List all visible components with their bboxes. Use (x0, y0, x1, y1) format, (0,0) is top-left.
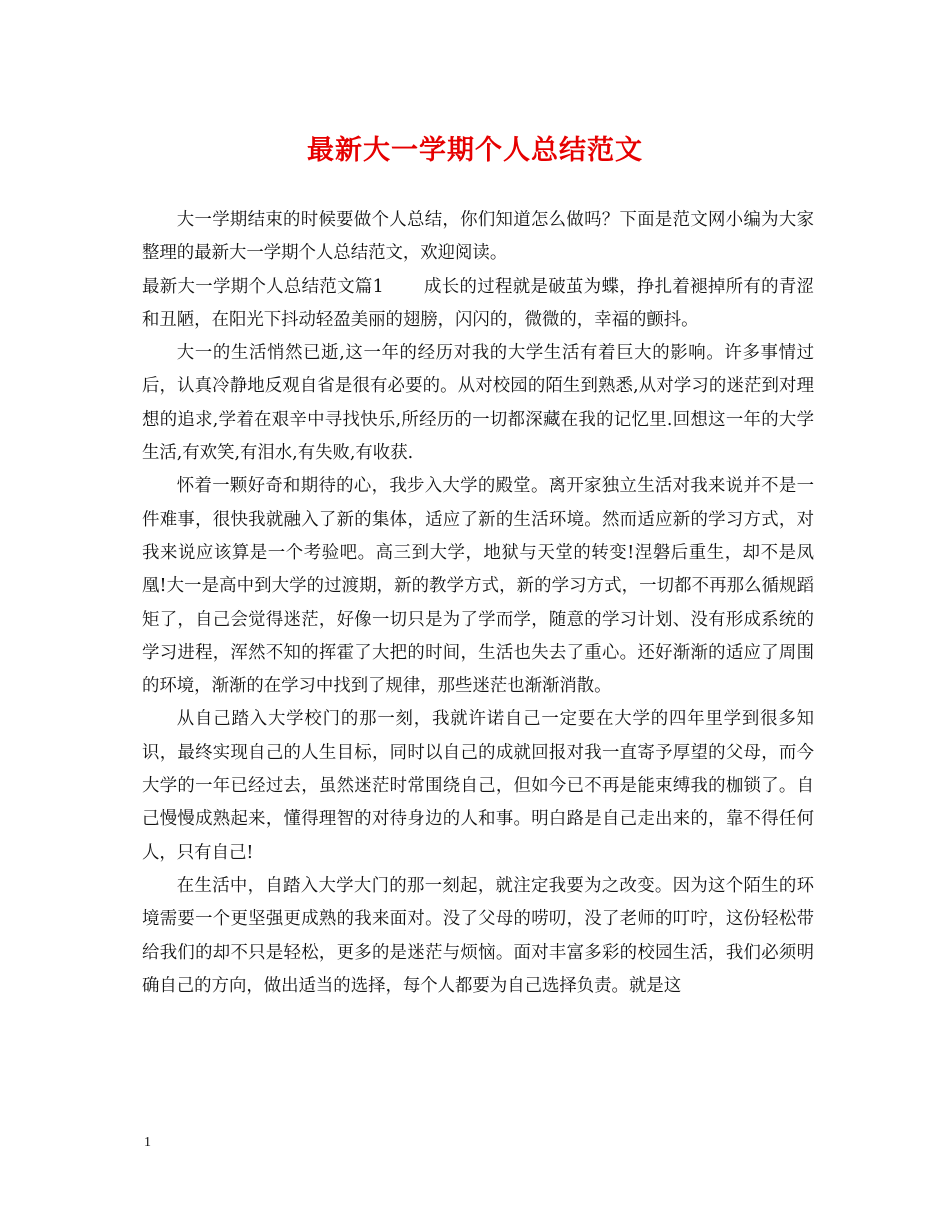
document-title: 最新大一学期个人总结范文 (307, 135, 643, 166)
body-paragraph-4: 在生活中，自踏入大学大门的那一刻起，就注定我要为之改变。因为这个陌生的环境需要一个更坚强更成熟的我来面对。没了父母的唠叨，没了老师的叮咛，这份轻松带给我们的却不只是轻松，更多的是迷茫与烦恼。面对丰富多彩的校园生活，我们必须明确自己的方向，做出适当的选择，每个人都要为自己选择负责。就是这 (142, 875, 814, 996)
body-paragraph-3: 从自己踏入大学校门的那一刻，我就许诺自己一定要在大学的四年里学到很多知识，最终实现自己的人生目标，同时以自己的成就回报对我一直寄予厚望的父母，而今大学的一年已经过去，虽然迷茫时常围绕自己，但如今已不再是能束缚我的枷锁了。自己慢慢成熟起来，懂得理智的对待身边的人和事。明白路是自己走出来的，靠不得任何人，只有自己! (142, 709, 814, 863)
section-lead: 成长的过程就是破茧为蝶，挣扎着褪掉所有的青涩和丑陋，在阳光下抖动轻盈美丽的翅膀，闪闪的，微微的，幸福的颤抖。 (142, 276, 814, 330)
body-paragraph-1: 大一的生活悄然已逝,这一年的经历对我的大学生活有着巨大的影响。许多事情过后，认真冷静地反观自省是很有必要的。从对校园的陌生到熟悉,从对学习的迷茫到对理想的追求,学着在艰辛中寻找快乐,所经历的一切都深藏在我的记忆里.回想这一年的大学生活,有欢笑,有泪水,有失败,有收获. (142, 343, 814, 464)
section-heading: 最新大一学期个人总结范文篇1 (142, 276, 384, 297)
intro-paragraph: 大一学期结束的时候要做个人总结，你们知道怎么做吗？下面是范文网小编为大家整理的最新大一学期个人总结范文，欢迎阅读。 (142, 210, 814, 264)
document-body (142, 204, 814, 1003)
section-paragraph (142, 271, 814, 338)
body-paragraph-2: 怀着一颗好奇和期待的心，我步入大学的殿堂。离开家独立生活对我来说并不是一件难事，很快我就融入了新的集体，适应了新的生活环境。然而适应新的学习方式，对我来说应该算是一个考验吧。高三到大学，地狱与天堂的转变!涅磐后重生，却不是凤凰!大一是高中到大学的过渡期，新的教学方式，新的学习方式，一切都不再那么循规蹈矩了，自己会觉得迷茫，好像一切只是为了学而学，随意的学习计划、没有形成系统的学习进程，浑然不知的挥霍了大把的时间，生活也失去了重心。还好渐渐的适应了周围的环境，渐渐的在学习中找到了规律，那些迷茫也渐渐消散。 (142, 476, 814, 697)
page-number: 1 (144, 1135, 151, 1150)
